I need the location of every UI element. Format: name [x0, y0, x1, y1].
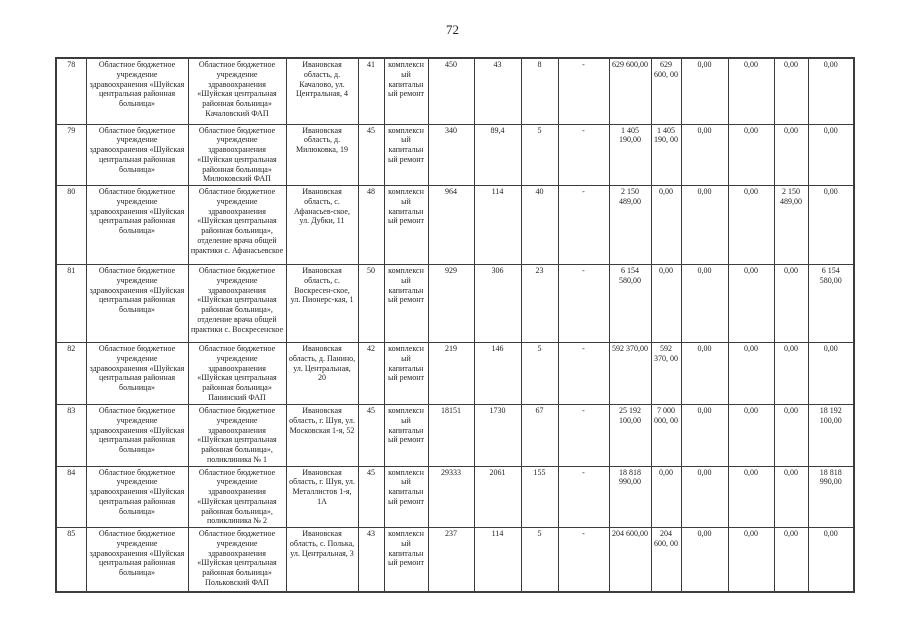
table-body — [56, 58, 854, 592]
amount-d-cell: 0,00 — [774, 343, 808, 405]
amount-a-cell: 7 000 000, 00 — [651, 405, 681, 467]
amount-c-cell: 0,00 — [728, 343, 774, 405]
page-number: 72 — [446, 22, 459, 37]
value-1-cell: 340 — [428, 124, 474, 186]
row-number-cell: 82 — [56, 343, 86, 405]
area-cell: 42 — [358, 343, 384, 405]
org-name-cell: Областное бюджетное учреждение здравоохранения «Шуйская центральная районная больница» — [86, 124, 188, 186]
amount-c-cell: 0,00 — [728, 466, 774, 528]
value-1-cell: 237 — [428, 528, 474, 592]
value-3-cell: 5 — [521, 343, 558, 405]
amount-a-cell: 0,00 — [651, 186, 681, 265]
amount-b-cell: 0,00 — [681, 124, 728, 186]
area-cell: 50 — [358, 265, 384, 343]
value-2-cell: 43 — [474, 58, 521, 124]
table-row — [56, 186, 854, 265]
value-1-cell: 450 — [428, 58, 474, 124]
value-1-cell: 29333 — [428, 466, 474, 528]
amount-total-cell: 1 405 190,00 — [609, 124, 651, 186]
table-row — [56, 466, 854, 528]
org-branch-cell: Областное бюджетное учреждение здравоохранения «Шуйская центральная районная больница» Милюковский ФАП — [188, 124, 286, 186]
org-branch-cell: Областное бюджетное учреждение здравоохранения «Шуйская центральная районная больница», поликлиника № 1 — [188, 405, 286, 467]
org-branch-cell: Областное бюджетное учреждение здравоохранения «Шуйская центральная районная больница» Панинский ФАП — [188, 343, 286, 405]
table-row — [56, 343, 854, 405]
address-cell: Ивановская область, с. Полька, ул. Центральная, 3 — [286, 528, 358, 592]
amount-d-cell: 0,00 — [774, 466, 808, 528]
amount-e-cell: 0,00 — [808, 528, 854, 592]
value-1-cell: 964 — [428, 186, 474, 265]
dash-cell: - — [558, 265, 609, 343]
org-name-cell: Областное бюджетное учреждение здравоохранения «Шуйская центральная районная больница» — [86, 343, 188, 405]
work-type-cell: комплексный капитальный ремонт — [384, 186, 428, 265]
amount-total-cell: 18 818 990,00 — [609, 466, 651, 528]
dash-cell: - — [558, 124, 609, 186]
address-cell: Ивановская область, д. Качалово, ул. Центральная, 4 — [286, 58, 358, 124]
dash-cell: - — [558, 466, 609, 528]
amount-d-cell: 0,00 — [774, 528, 808, 592]
row-number-cell: 81 — [56, 265, 86, 343]
org-name-cell: Областное бюджетное учреждение здравоохранения «Шуйская центральная районная больница» — [86, 405, 188, 467]
row-number-cell: 85 — [56, 528, 86, 592]
value-3-cell: 5 — [521, 528, 558, 592]
amount-c-cell: 0,00 — [728, 58, 774, 124]
value-3-cell: 23 — [521, 265, 558, 343]
amount-b-cell: 0,00 — [681, 528, 728, 592]
value-2-cell: 306 — [474, 265, 521, 343]
amount-a-cell: 1 405 190, 00 — [651, 124, 681, 186]
dash-cell: - — [558, 343, 609, 405]
amount-b-cell: 0,00 — [681, 466, 728, 528]
amount-e-cell: 0,00 — [808, 124, 854, 186]
amount-d-cell: 2 150 489,00 — [774, 186, 808, 265]
area-cell: 48 — [358, 186, 384, 265]
amount-d-cell: 0,00 — [774, 405, 808, 467]
work-type-cell: комплексный капитальный ремонт — [384, 265, 428, 343]
amount-a-cell: 592 370, 00 — [651, 343, 681, 405]
amount-c-cell: 0,00 — [728, 405, 774, 467]
amount-e-cell: 0,00 — [808, 186, 854, 265]
org-name-cell: Областное бюджетное учреждение здравоохранения «Шуйская центральная районная больница» — [86, 58, 188, 124]
work-type-cell: комплексный капитальный ремонт — [384, 58, 428, 124]
amount-total-cell: 25 192 100,00 — [609, 405, 651, 467]
area-cell: 45 — [358, 466, 384, 528]
row-number-cell: 80 — [56, 186, 86, 265]
value-2-cell: 114 — [474, 186, 521, 265]
area-cell: 43 — [358, 528, 384, 592]
row-number-cell: 84 — [56, 466, 86, 528]
table-row — [56, 124, 854, 186]
address-cell: Ивановская область, с. Воскресен-ское, ул. Пионерс-кая, 1 — [286, 265, 358, 343]
dash-cell: - — [558, 186, 609, 265]
value-2-cell: 146 — [474, 343, 521, 405]
amount-b-cell: 0,00 — [681, 58, 728, 124]
value-3-cell: 67 — [521, 405, 558, 467]
value-2-cell: 114 — [474, 528, 521, 592]
amount-a-cell: 0,00 — [651, 466, 681, 528]
work-type-cell: комплексный капитальный ремонт — [384, 343, 428, 405]
amount-e-cell: 6 154 580,00 — [808, 265, 854, 343]
org-name-cell: Областное бюджетное учреждение здравоохранения «Шуйская центральная районная больница» — [86, 528, 188, 592]
amount-d-cell: 0,00 — [774, 58, 808, 124]
address-cell: Ивановская область, с. Афанасьев-ское, ул. Дубки, 11 — [286, 186, 358, 265]
table-row — [56, 58, 854, 124]
amount-e-cell: 0,00 — [808, 58, 854, 124]
amount-c-cell: 0,00 — [728, 124, 774, 186]
amount-a-cell: 204 600, 00 — [651, 528, 681, 592]
value-3-cell: 40 — [521, 186, 558, 265]
org-name-cell: Областное бюджетное учреждение здравоохранения «Шуйская центральная районная больница» — [86, 186, 188, 265]
amount-b-cell: 0,00 — [681, 343, 728, 405]
dash-cell: - — [558, 528, 609, 592]
value-1-cell: 18151 — [428, 405, 474, 467]
value-3-cell: 8 — [521, 58, 558, 124]
value-2-cell: 89,4 — [474, 124, 521, 186]
work-type-cell: комплексный капитальный ремонт — [384, 466, 428, 528]
address-cell: Ивановская область, г. Шуя, ул. Московская 1-я, 52 — [286, 405, 358, 467]
amount-b-cell: 0,00 — [681, 186, 728, 265]
org-branch-cell: Областное бюджетное учреждение здравоохранения «Шуйская центральная районная больница» Польковский ФАП — [188, 528, 286, 592]
org-branch-cell: Областное бюджетное учреждение здравоохранения «Шуйская центральная районная больница», отделение врача общей практики с. Воскресенское — [188, 265, 286, 343]
amount-e-cell: 18 818 990,00 — [808, 466, 854, 528]
value-1-cell: 929 — [428, 265, 474, 343]
address-cell: Ивановская область, д. Милюковка, 19 — [286, 124, 358, 186]
org-name-cell: Областное бюджетное учреждение здравоохранения «Шуйская центральная районная больница» — [86, 466, 188, 528]
work-type-cell: комплексный капитальный ремонт — [384, 124, 428, 186]
amount-d-cell: 0,00 — [774, 124, 808, 186]
address-cell: Ивановская область, г. Шуя, ул. Металлистов 1-я, 1А — [286, 466, 358, 528]
area-cell: 41 — [358, 58, 384, 124]
table-row — [56, 405, 854, 467]
area-cell: 45 — [358, 124, 384, 186]
amount-total-cell: 592 370,00 — [609, 343, 651, 405]
amount-a-cell: 0,00 — [651, 265, 681, 343]
amount-b-cell: 0,00 — [681, 405, 728, 467]
amount-total-cell: 6 154 580,00 — [609, 265, 651, 343]
value-3-cell: 5 — [521, 124, 558, 186]
value-1-cell: 219 — [428, 343, 474, 405]
table-row — [56, 528, 854, 592]
amount-d-cell: 0,00 — [774, 265, 808, 343]
row-number-cell: 79 — [56, 124, 86, 186]
amount-total-cell: 629 600,00 — [609, 58, 651, 124]
value-2-cell: 2061 — [474, 466, 521, 528]
org-branch-cell: Областное бюджетное учреждение здравоохранения «Шуйская центральная районная больница», отделение врача общей практики с. Афанасьевское — [188, 186, 286, 265]
work-type-cell: комплексный капитальный ремонт — [384, 405, 428, 467]
amount-total-cell: 204 600,00 — [609, 528, 651, 592]
amount-b-cell: 0,00 — [681, 265, 728, 343]
work-type-cell: комплексный капитальный ремонт — [384, 528, 428, 592]
org-name-cell: Областное бюджетное учреждение здравоохранения «Шуйская центральная районная больница» — [86, 265, 188, 343]
org-branch-cell: Областное бюджетное учреждение здравоохранения «Шуйская центральная районная больница» Качаловский ФАП — [188, 58, 286, 124]
value-3-cell: 155 — [521, 466, 558, 528]
address-cell: Ивановская область, д. Панино, ул. Центральная, 20 — [286, 343, 358, 405]
amount-e-cell: 0,00 — [808, 343, 854, 405]
row-number-cell: 83 — [56, 405, 86, 467]
amount-c-cell: 0,00 — [728, 528, 774, 592]
value-2-cell: 1730 — [474, 405, 521, 467]
table-row — [56, 265, 854, 343]
facilities-budget-table — [55, 57, 855, 593]
amount-c-cell: 0,00 — [728, 186, 774, 265]
amount-a-cell: 629 600, 00 — [651, 58, 681, 124]
org-branch-cell: Областное бюджетное учреждение здравоохранения «Шуйская центральная районная больница», поликлиника № 2 — [188, 466, 286, 528]
amount-e-cell: 18 192 100,00 — [808, 405, 854, 467]
amount-c-cell: 0,00 — [728, 265, 774, 343]
row-number-cell: 78 — [56, 58, 86, 124]
area-cell: 45 — [358, 405, 384, 467]
dash-cell: - — [558, 405, 609, 467]
dash-cell: - — [558, 58, 609, 124]
amount-total-cell: 2 150 489,00 — [609, 186, 651, 265]
